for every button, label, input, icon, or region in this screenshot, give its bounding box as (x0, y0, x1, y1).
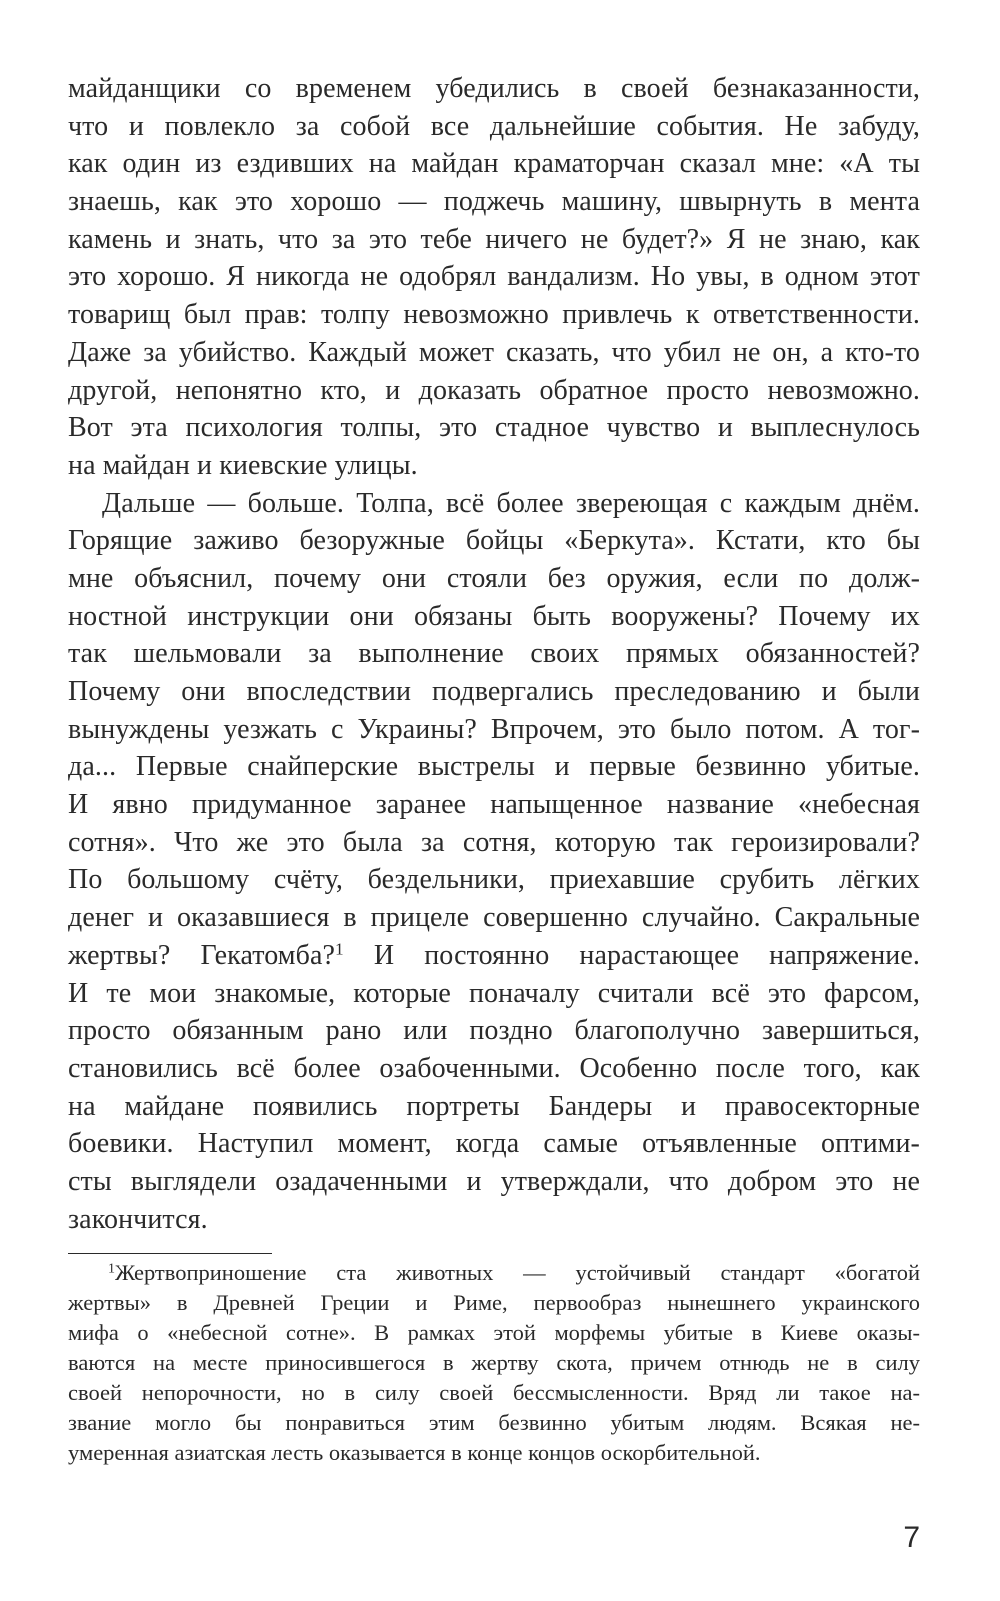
text-line: вынуждены уезжать с Украины? Впрочем, это было потом. А тог- (68, 713, 920, 745)
footnote-text: Жертвоприношение ста животных — устойчивый стандарт «богатой (114, 1260, 920, 1285)
text-line: боевики. Наступил момент, когда самые отъявленные оптими- (68, 1128, 920, 1160)
text-fragment: И постоянно нарастающее напряжение. (373, 939, 920, 971)
text-line: денег и оказавшиеся в прицеле совершенно случайно. Сакральные (68, 902, 920, 934)
footnote-divider (68, 1253, 272, 1254)
text-line: Вот эта психология толпы, это стадное чувство и выплеснулось (68, 412, 920, 444)
text-line: мне объяснил, почему они стояли без оружия, если по долж- (68, 562, 920, 594)
footnote-reference[interactable]: 1 (335, 939, 344, 959)
text-line: сты выглядели озадаченными и утверждали, что добром это не (68, 1165, 920, 1197)
text-line: Даже за убийство. Каждый может сказать, что убил не он, а кто-то (68, 336, 920, 368)
footnote-line: мифа о «небесной сотне». В рамках этой морфемы убитые в Киеве оказы- (68, 1320, 920, 1345)
text-fragment: жертвы? Гекатомба? (68, 939, 335, 971)
text-line: товарищ был прав: толпу невозможно привлечь к ответственности. (68, 299, 920, 331)
text-line: на майдан и киевские улицы. (68, 449, 418, 481)
text-line: ностной инструкции они обязаны быть вооружены? Почему их (68, 600, 920, 632)
paragraph-1 (68, 70, 920, 485)
text-line: И те мои знакомые, которые поначалу считали всё это фарсом, (68, 977, 920, 1009)
page-number: 7 (903, 1521, 920, 1554)
text-line: камень и знать, что за это тебе ничего не будет?» Я не знаю, как (68, 223, 920, 255)
text-line: это хорошо. Я никогда не одобрял вандализм. Но увы, в одном этот (68, 261, 920, 293)
text-line (68, 937, 920, 975)
footnote-line: жертвы» в Древней Греции и Риме, первообраз нынешнего украинского (68, 1290, 920, 1315)
text-line: закончится. (68, 1203, 208, 1235)
paragraph-2 (68, 485, 920, 1239)
footnote-line: ваются на месте приносившегося в жертву скота, причем отнюдь не в силу (68, 1350, 920, 1375)
main-text (68, 70, 920, 1238)
text-line: другой, непонятно кто, и доказать обратное просто невозможно. (68, 374, 920, 406)
text-line: на майдане появились портреты Бандеры и правосекторные (68, 1090, 920, 1122)
text-line: становились всё более озабоченными. Особенно после того, как (68, 1052, 920, 1084)
text-line: По большому счёту, бездельники, приехавшие срубить лёгких (68, 864, 920, 896)
footnote-line (68, 1258, 920, 1288)
text-line: сотня». Что же это была за сотня, которую так героизировали? (68, 826, 920, 858)
text-line: Почему они впоследствии подвергались преследованию и были (68, 676, 920, 707)
text-line: да... Первые снайперские выстрелы и первые безвинно убитые. (68, 751, 920, 783)
text-line: знаешь, как это хорошо — поджечь машину, швырнуть в мента (68, 186, 920, 218)
text-line: просто обязанным рано или поздно благополучно завершиться, (68, 1015, 920, 1047)
text-line: как один из ездивших на майдан краматорчан сказал мне: «А ты (68, 148, 920, 180)
text-line: майданщики со временем убедились в своей безнаказанности, (68, 73, 920, 104)
footnote (68, 1258, 920, 1468)
footnote-line: звание могло бы понравиться этим безвинно убитым людям. Всякая не- (68, 1410, 920, 1435)
footnote-marker: 1 (108, 1261, 115, 1277)
text-line: что и повлекло за собой все дальнейшие события. Не забуду, (68, 110, 920, 142)
text-line: так шельмовали за выполнение своих прямых обязанностей? (68, 638, 920, 670)
text-line: И явно придуманное заранее напыщенное название «небесная (68, 789, 920, 821)
text-line: Дальше — больше. Толпа, всё более звереющая с каждым днём. (102, 487, 920, 519)
footnote-line: умеренная азиатская лесть оказывается в конце концов оскорбительной. (68, 1440, 761, 1465)
text-line: Горящие заживо безоружные бойцы «Беркута». Кстати, кто бы (68, 525, 920, 557)
footnote-line: своей непорочности, но в силу своей бессмысленности. Вряд ли такое на- (68, 1380, 920, 1405)
